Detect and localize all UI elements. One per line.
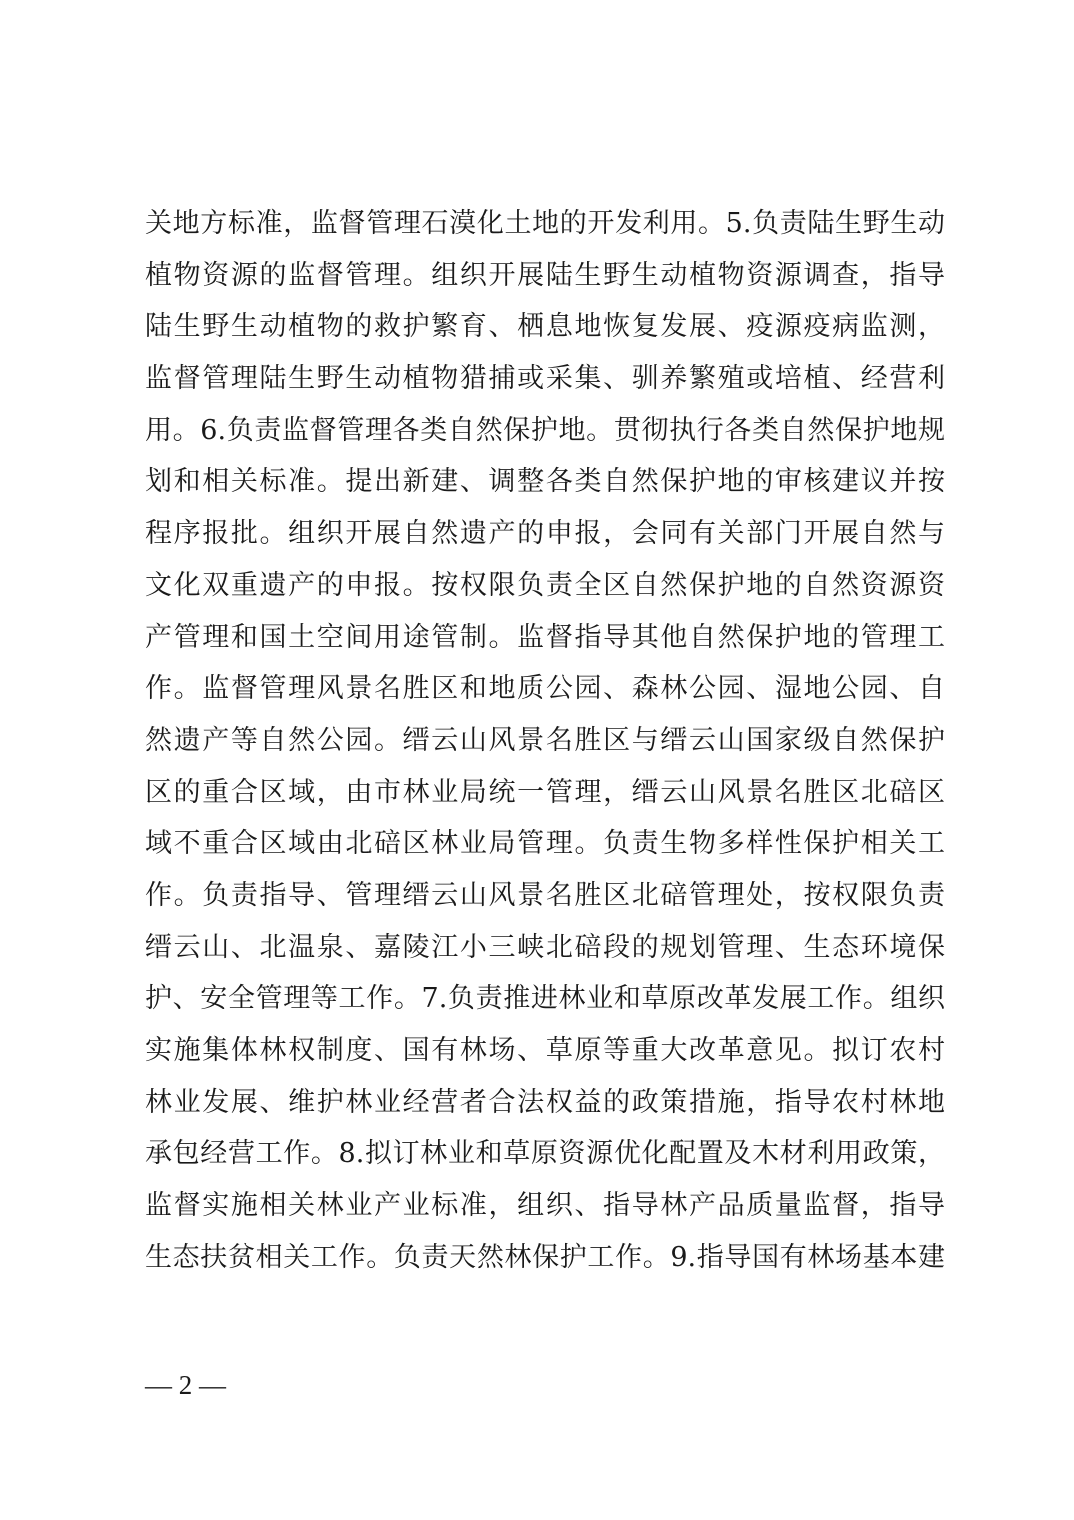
- text-line: 作。监督管理风景名胜区和地质公园、森林公园、湿地公园、自: [145, 673, 945, 705]
- text-line: 生态扶贫相关工作。负责天然林保护工作。9.指导国有林场基本建: [145, 1241, 945, 1273]
- page-number: — 2 —: [145, 1370, 226, 1400]
- text-line: 陆生野生动植物的救护繁育、栖息地恢复发展、疫源疫病监测，: [145, 311, 945, 343]
- text-line: 产管理和国土空间用途管制。监督指导其他自然保护地的管理工: [145, 621, 945, 653]
- text-line: 用。6.负责监督管理各类自然保护地。贯彻执行各类自然保护地规: [145, 414, 945, 446]
- text-line: 划和相关标准。提出新建、调整各类自然保护地的审核建议并按: [145, 466, 945, 498]
- text-line: 实施集体林权制度、国有林场、草原等重大改革意见。拟订农村: [145, 1035, 945, 1066]
- body-paragraph: [145, 198, 945, 1283]
- text-line: 监督实施相关林业产业标准，组织、指导林产品质量监督，指导: [145, 1190, 945, 1222]
- text-line: 承包经营工作。8.拟订林业和草原资源优化配置及木材利用政策，: [145, 1138, 945, 1170]
- text-line: 植物资源的监督管理。组织开展陆生野生动植物资源调查，指导: [145, 259, 945, 291]
- text-line: 缙云山、北温泉、嘉陵江小三峡北碚段的规划管理、生态环境保: [145, 931, 945, 963]
- text-line: 监督管理陆生野生动植物猎捕或采集、驯养繁殖或培植、经营利: [145, 363, 945, 395]
- text-line: 关地方标准，监督管理石漠化土地的开发利用。5.负责陆生野生动: [145, 208, 945, 239]
- text-line: 区的重合区域，由市林业局统一管理，缙云山风景名胜区北碚区: [145, 776, 945, 808]
- text-line: 林业发展、维护林业经营者合法权益的政策措施，指导农村林地: [145, 1086, 945, 1118]
- text-line: 作。负责指导、管理缙云山风景名胜区北碚管理处，按权限负责: [145, 879, 945, 911]
- text-line: 护、安全管理等工作。7.负责推进林业和草原改革发展工作。组织: [145, 983, 945, 1015]
- text-line: 程序报批。组织开展自然遗产的申报，会同有关部门开展自然与: [145, 518, 945, 550]
- text-line: 域不重合区域由北碚区林业局管理。负责生物多样性保护相关工: [145, 828, 945, 860]
- text-line: 然遗产等自然公园。缙云山风景名胜区与缙云山国家级自然保护: [145, 724, 945, 756]
- text-line: 文化双重遗产的申报。按权限负责全区自然保护地的自然资源资: [145, 569, 945, 601]
